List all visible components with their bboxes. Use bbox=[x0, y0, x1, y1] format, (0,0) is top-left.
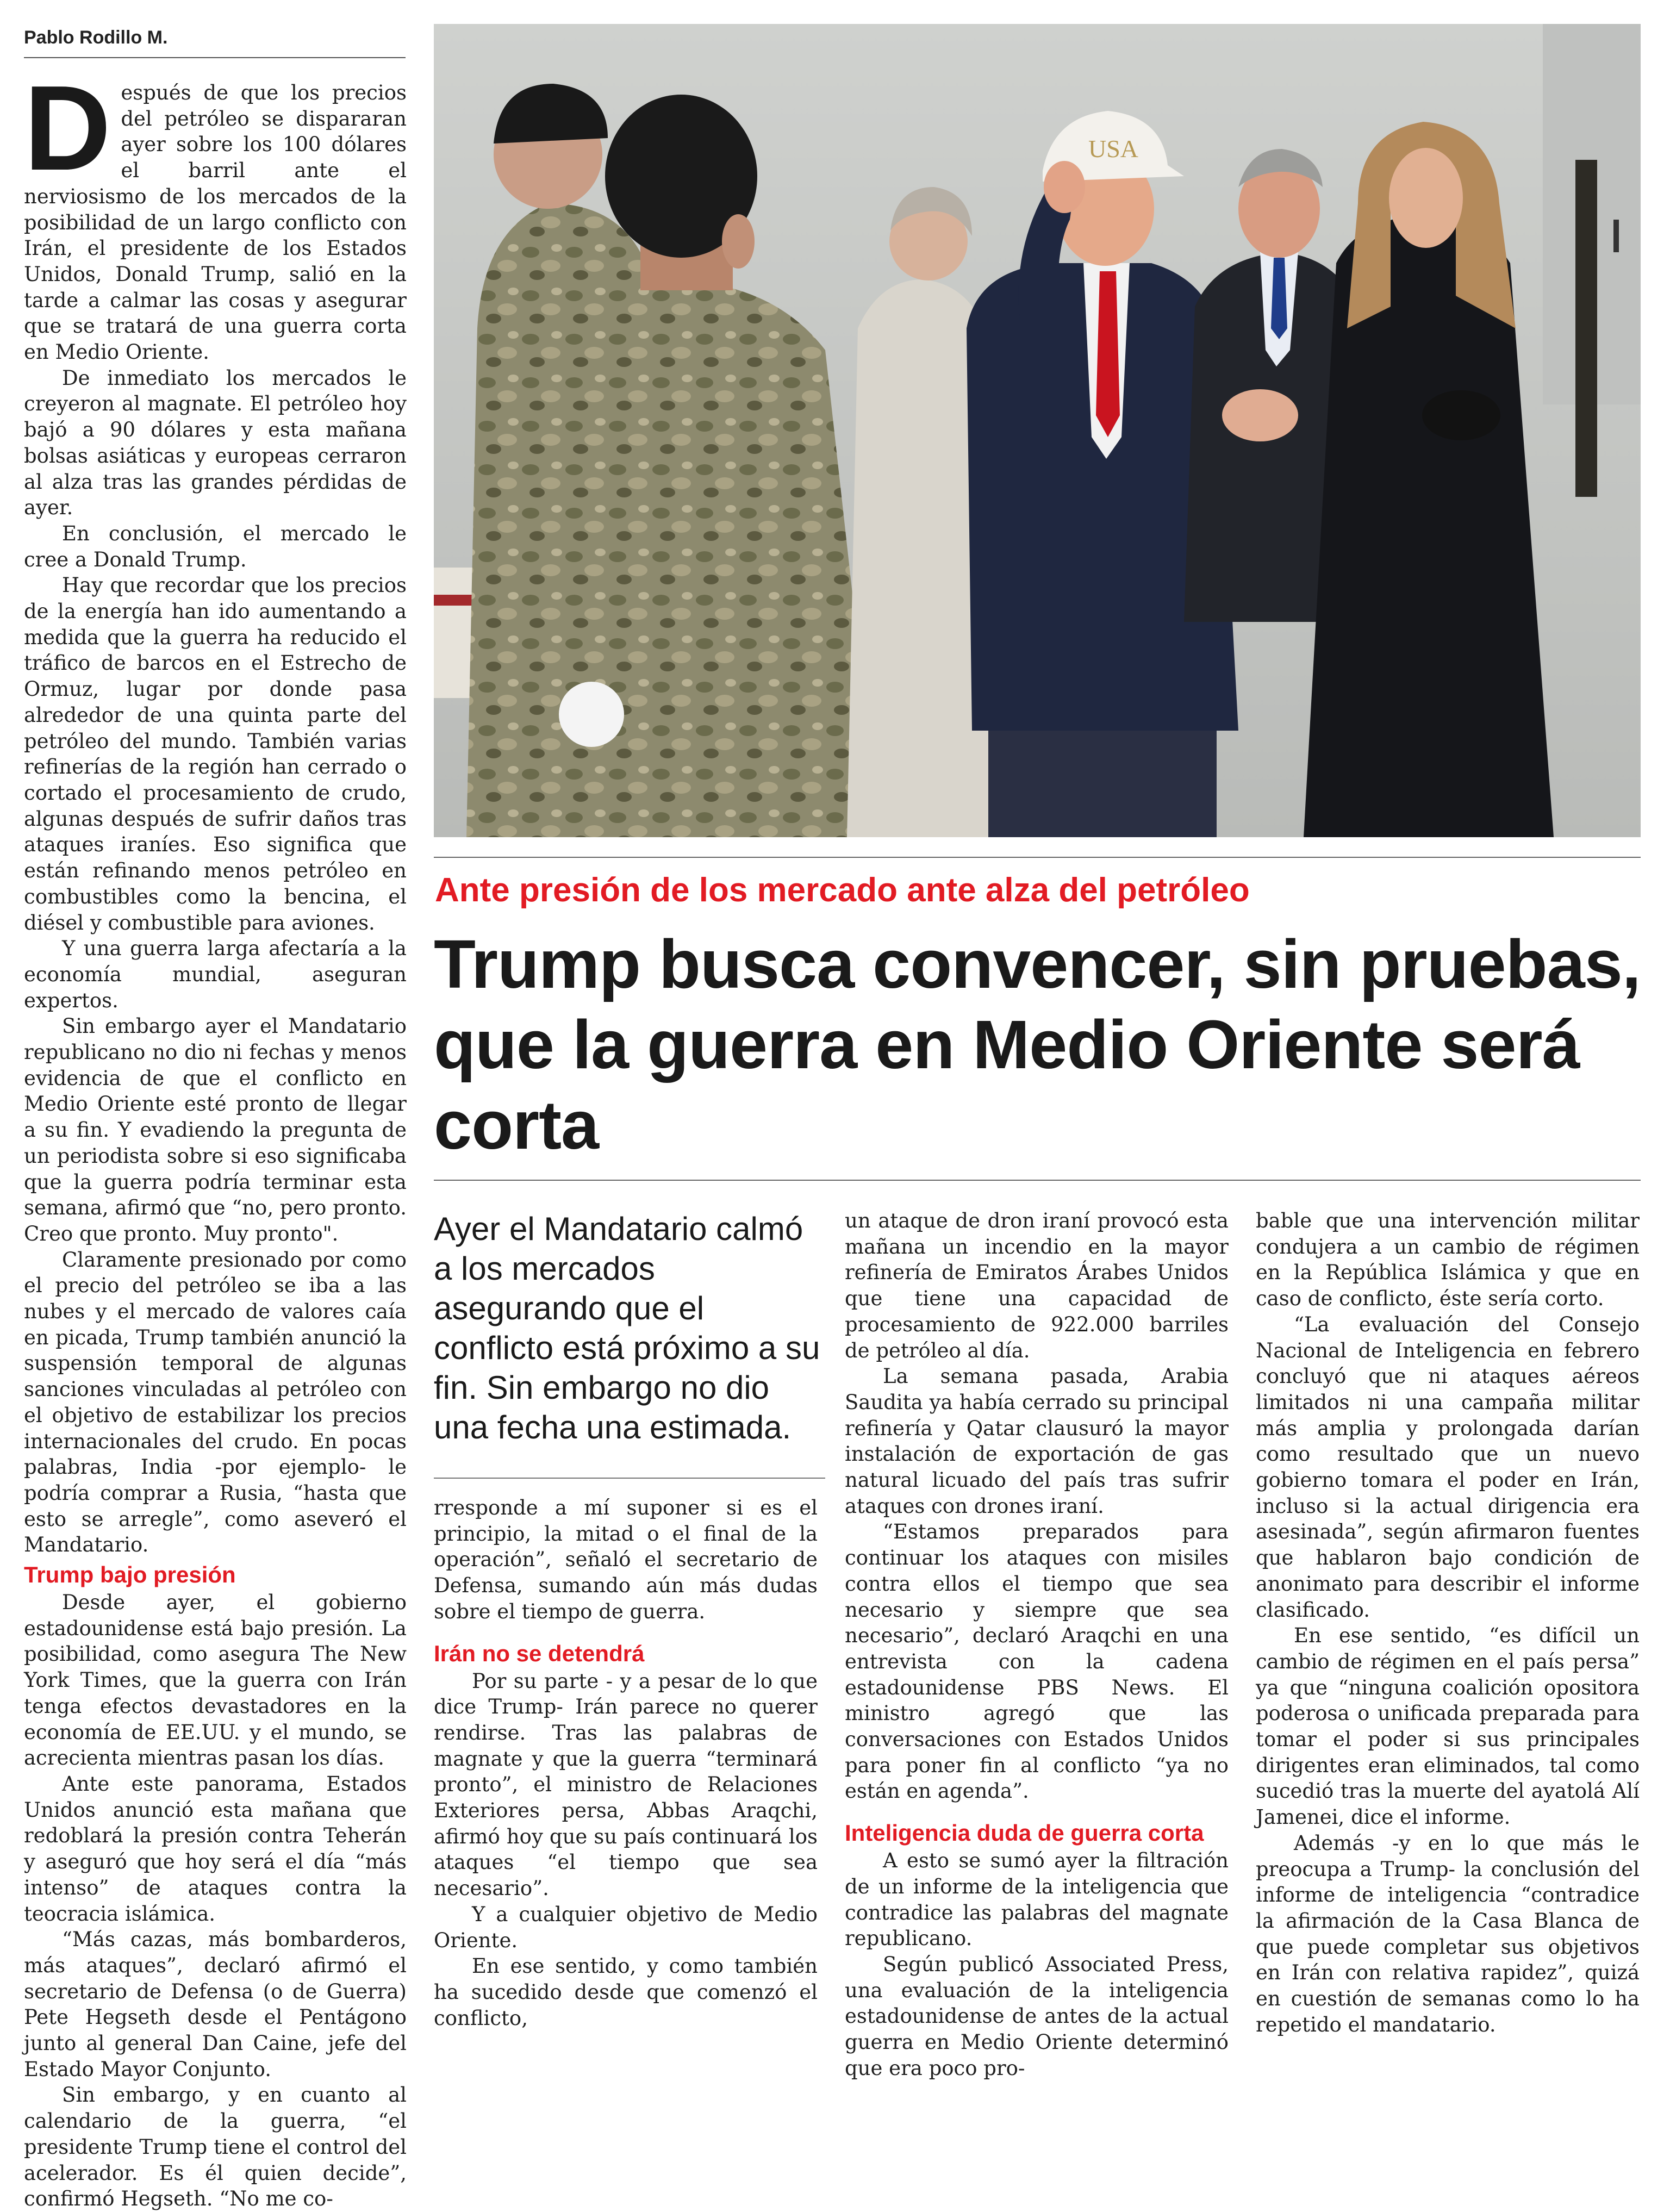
lead-paragraph bbox=[24, 61, 407, 365]
paragraph: Ante este panorama, Estados Unidos anunció esta mañana que redoblará la presión contra Teherán y aseguró que hoy será el día “más intenso” de ataques contra la teocracia islámica. bbox=[24, 1772, 407, 1926]
paragraph: Desde ayer, el gobierno estadounidense está bajo presión. La posibilidad, como asegura The New York Times, que la guerra con Irán tenga efectos devastadores en la economía de EE.UU. y el mundo, se acrecienta mientras pasan los días. bbox=[24, 1591, 407, 1770]
paragraph: La semana pasada, Arabia Saudita ya había cerrado su principal refinería y Qatar clausuró la mayor instalación de exportación de gas natural licuado del país tras sufrir ataques con drones iraní. bbox=[845, 1364, 1229, 1518]
article-column-4 bbox=[1256, 1208, 1640, 2038]
paragraph: “La evaluación del Consejo Nacional de Inteligencia en febrero concluyó que ni ataques aéreos limitados ni una campaña militar más amplia y prolongada darían como resultado que un nuevo gobierno tomara el poder en Irán, incluso si la actual dirigencia era asesinada”, según afirmaron fuentes que hablaron bajo condición de anonimato para describir el informe clasificado. bbox=[1256, 1312, 1640, 1622]
paragraph: Y a cualquier objetivo de Medio Oriente. bbox=[434, 1902, 818, 1952]
headline: Trump busca convencer, sin pruebas, que la guerra en Medio Oriente será corta bbox=[434, 926, 1641, 1163]
deck: Ayer el Mandatario calmó a los mercados asegurando que el conflicto está próximo a su fin. Sin embargo no dio una fecha una estimada. bbox=[434, 1211, 820, 1445]
paragraph: “Más cazas, más bombarderos, más ataques”, declaró afirmó el secretario de Defensa (o de Guerra) Pete Hegseth desde el Pentágono junto al general Dan Caine, jefe del Estado Mayor Conjunto. bbox=[24, 1928, 407, 2081]
paragraph: bable que una intervención militar condujera a un cambio de régimen en la República Islámica y que en caso de conflicto, éste sería corto. bbox=[1256, 1209, 1640, 1311]
article-column-3 bbox=[845, 1208, 1229, 2082]
subhead-inteligencia: Inteligencia duda de guerra corta bbox=[845, 1820, 1204, 1846]
dropcap: D bbox=[24, 61, 111, 196]
paragraph: Según publicó Associated Press, una evaluación de la inteligencia estadounidense de antes de la actual guerra en Medio Oriente determinó que era poco pro- bbox=[845, 1952, 1229, 2080]
kicker-rule bbox=[434, 857, 1641, 858]
headline-rule bbox=[434, 1180, 1641, 1181]
article-column-1 bbox=[24, 61, 407, 2212]
photo-illustration bbox=[434, 24, 1641, 837]
paragraph: Sin embargo, y en cuanto al calendario de la guerra, “el presidente Trump tiene el control del acelerador. Es él quien decide”, confirmó Hegseth. “No me co- bbox=[24, 2083, 407, 2211]
paragraph: un ataque de dron iraní provocó esta mañana un incendio en la mayor refinería de Emiratos Árabes Unidos que tiene una capacidad de procesamiento de 922.000 barriles de petróleo al día. bbox=[845, 1209, 1229, 1362]
paragraph: rresponde a mí suponer si es el principio, la mitad o el final de la operación”, señaló el secretario de Defensa, sumando aún más dudas sobre el tiempo de guerra. bbox=[434, 1496, 818, 1623]
paragraph: Por su parte - y a pesar de lo que dice Trump- Irán parece no querer rendirse. Tras las palabras de magnate y que la guerra “terminará pronto”, el ministro de Relaciones Exteriores persa, Abbas Araqchi, afirmó hoy que su país continuará los ataques “el tiempo que sea necesario”. bbox=[434, 1669, 818, 1901]
paragraph: Y una guerra larga afectaría a la economía mundial, aseguran expertos. bbox=[24, 937, 407, 1012]
article-column-2 bbox=[434, 1495, 818, 2031]
byline-rule bbox=[24, 57, 406, 58]
cap-text: USA bbox=[1088, 135, 1139, 163]
paragraph: A esto se sumó ayer la filtración de un informe de la inteligencia que contradice las palabras del magnate republicano. bbox=[845, 1849, 1229, 1951]
byline: Pablo Rodillo M. bbox=[24, 27, 168, 48]
paragraph: En ese sentido, “es difícil un cambio de régimen en el país persa” ya que “ninguna coalición opositora poderosa o unificada preparada para tomar el poder si sus principales dirigentes eran eliminados, tal como sucedió tras la muerte del ayatolá Alí Jamenei, dice el informe. bbox=[1256, 1624, 1640, 1829]
subhead-trump-bajo-presion: Trump bajo presión bbox=[24, 1562, 236, 1588]
kicker: Ante presión de los mercado ante alza del petróleo bbox=[435, 871, 1250, 909]
paragraph: Hay que recordar que los precios de la energía han ido aumentando a medida que la guerra ha reducido el tráfico de barcos en el Estrecho de Ormuz, lugar por donde pasa alrededor de una quinta parte del petróleo del mundo. También varias refinerías de la región han cerrado o cortado el procesamiento de crudo, algunas después de sufrir daños tras ataques iraníes. Eso significa que están refinando menos petróleo en combustibles como la bencina, el diésel y combustible para aviones. bbox=[24, 574, 407, 934]
paragraph: Sin embargo ayer el Mandatario republicano no dio ni fechas y menos evidencia de que el conflicto en Medio Oriente esté pronto de llegar a su fin. Y evadiendo la pregunta de un periodista sobre si eso significaba que la guerra podría terminar esta semana, afirmó que “no, pero pronto. Creo que pronto. Muy pronto". bbox=[24, 1014, 407, 1245]
lead-text: espués de que los precios del petróleo se dispararan ayer sobre los 100 dólares el barril ante el nerviosismo de los mercados de la posibilidad de un largo conflicto con Irán, el presidente de los Estados Unidos, Donald Trump, salió en la tarde a calmar las cosas y asegurar que se tratará de una guerra corta en Medio Oriente. bbox=[24, 81, 407, 364]
photo-trump-salute bbox=[434, 24, 1641, 837]
paragraph: “Estamos preparados para continuar los ataques con misiles contra ellos el tiempo que sea necesario y siempre que sea necesario”, declaró Araqchi en una entrevista con la cadena estadounidense PBS News. El ministro agregó que las conversaciones con Estados Unidos para poner fin al conflicto “ya no están en agenda”. bbox=[845, 1520, 1229, 1803]
paragraph: Claramente presionado por como el precio del petróleo se iba a las nubes y el mercado de valores caía en picada, Trump también anunció la suspensión temporal de algunas sanciones vinculadas al petróleo con el objetivo de estabilizar los precios internacionales del crudo. En pocas palabras, India -por ejemplo- le podría comprar a Rusia, “hasta que esto se arregle”, como aseveró el Mandatario. bbox=[24, 1248, 407, 1557]
paragraph: De inmediato los mercados le creyeron al magnate. El petróleo hoy bajó a 90 dólares y esta mañana bolsas asiáticas y europeas cerraron al alza tras las grandes pérdidas de ayer. bbox=[24, 366, 407, 520]
subhead-iran-no-se-detendra: Irán no se detendrá bbox=[434, 1640, 645, 1666]
paragraph: Además -y en lo que más le preocupa a Trump- la conclusión del informe de inteligencia “contradice la afirmación de la Casa Blanca de que puede completar sus objetivos en Irán con relativa rapidez”, quizá en cuestión de semanas como lo ha repetido el mandatario. bbox=[1256, 1831, 1640, 2036]
paragraph: En ese sentido, y como también ha sucedido desde que comenzó el conflicto, bbox=[434, 1954, 818, 2030]
deck-rule bbox=[434, 1478, 825, 1479]
paragraph: En conclusión, el mercado le cree a Donald Trump. bbox=[24, 521, 407, 571]
